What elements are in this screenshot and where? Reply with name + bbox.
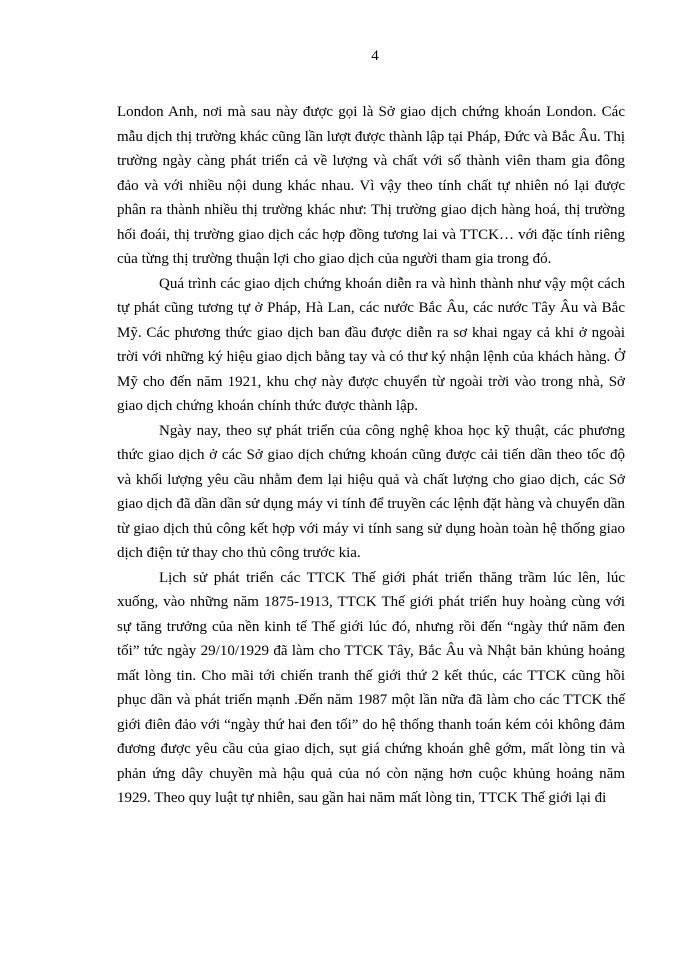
page-number: 4: [371, 48, 379, 64]
paragraph-2: Quá trình các giao dịch chứng khoán diễn ra và hình thành như vậy một cách tự phát cũng tương tự ở Pháp, Hà Lan, các nước Bắc Âu, các nước Tây Âu và Bắc Mỹ. Các phương thức giao dịch ban đầu được diễn ra sơ khai ngay cả khi ở ngoài trời với những ký hiệu giao dịch bằng tay và có thư ký nhận lệnh của khách hàng. Ở Mỹ cho đến năm 1921, khu chợ này được chuyển từ ngoài trời vào trong nhà, Sở giao dịch chứng khoán chính thức được thành lập.: [117, 275, 625, 414]
paragraph-3: Ngày nay, theo sự phát triển của công nghệ khoa học kỹ thuật, các phương thức giao dịch ở các Sở giao dịch chứng khoán cũng được cải tiến dần theo tốc độ và khối lượng yêu cầu nhằm đem lại hiệu quả và chất lượng cho giao dịch, các Sở giao dịch đã dần dần sử dụng máy vi tính để truyền các lệnh đặt hàng và chuyển dần từ giao dịch thủ công kết hợp với máy vi tính sang sử dụng hoàn toàn hệ thống giao dịch điện tử thay cho thủ công trước kia.: [117, 422, 625, 561]
document-body: [117, 100, 625, 811]
paragraph-1: London Anh, nơi mà sau này được gọi là Sở giao dịch chứng khoán London. Các mẫu dịch thị trường khác cũng lần lượt được thành lập tại Pháp, Đức và Bắc Âu. Thị trường ngày càng phát triển cả về lượng và chất với số thành viên tham gia đông đảo và với nhiều nội dung khác nhau. Vì vậy theo tính chất tự nhiên nó lại được phân ra thành nhiều thị trường khác như: Thị trường giao dịch hàng hoá, thị trường hối đoái, thị trường giao dịch các hợp đồng tương lai và TTCK… với đặc tính riêng của từng thị trường thuận lợi cho giao dịch của người tham gia trong đó.: [117, 104, 626, 267]
paragraph-4: Lịch sử phát triển các TTCK Thế giới phát triển thăng trầm lúc lên, lúc xuống, vào những năm 1875-1913, TTCK Thế giới phát triển huy hoàng cùng với sự tăng trưởng của nền kinh tế Thế giới lúc đó, nhưng rồi đến “ngày thứ năm đen tối” tức ngày 29/10/1929 đã làm cho TTCK Tây, Bắc Âu và Nhật bản khủng hoảng mất lòng tin. Cho mãi tới chiến tranh thế giới thứ 2 kết thúc, các TTCK cũng hồi phục dần và phát triển mạnh .Đến năm 1987 một lần nữa đã làm cho các TTCK thế giới điên đảo với “ngày thứ hai đen tối” do hệ thống thanh toán kém cỏi không đảm đương được yêu cầu của giao dịch, sụt giá chứng khoán ghê gớm, mất lòng tin và phản ứng dây chuyền mà hậu quả của nó còn nặng hơn cuộc khủng hoảng năm 1929. Theo quy luật tự nhiên, sau gần hai năm mất lòng tin, TTCK Thế giới lại đi: [117, 569, 625, 806]
